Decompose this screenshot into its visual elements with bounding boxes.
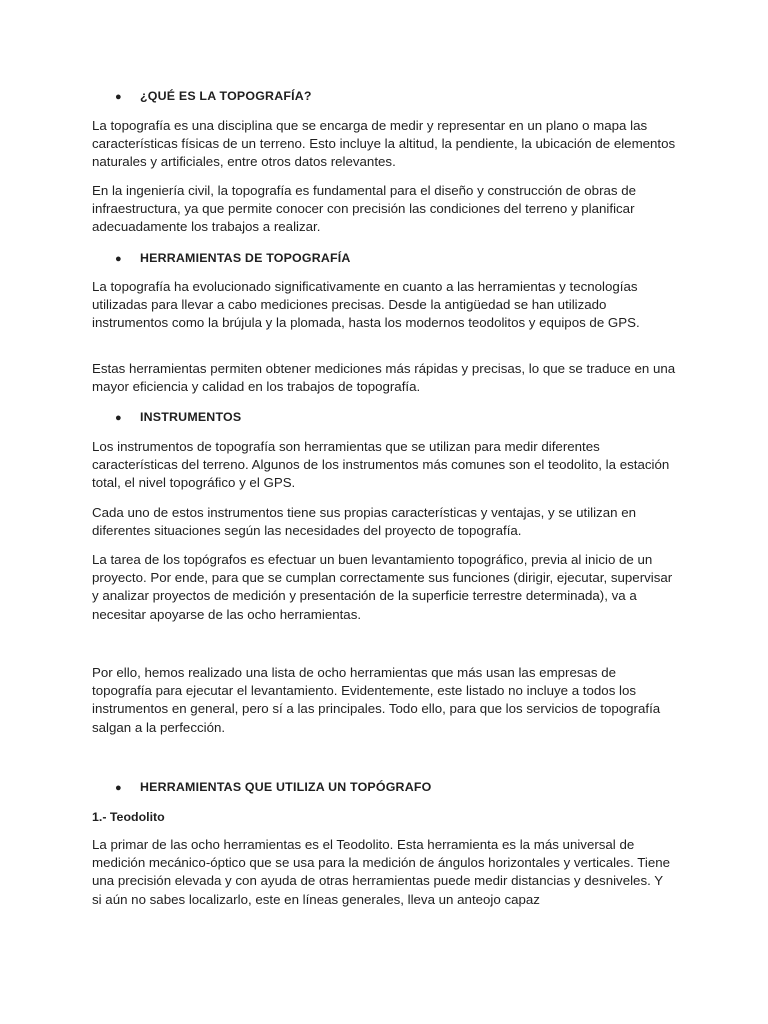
paragraph: La topografía es una disciplina que se encarga de medir y representar en un plano o mapa las características físicas de un terreno. Esto incluye la altitud, la pendiente, la ubicación de elementos naturales y artificiales, entre otros datos relevantes. xyxy=(92,118,676,170)
section-heading: ● ¿QUÉ ES LA TOPOGRAFÍA? xyxy=(115,89,312,103)
paragraph: La topografía ha evolucionado significativamente en cuanto a las herramientas y tecnologías utilizadas para llevar a cabo mediciones precisas. Desde la antigüedad se han utilizado instrumentos como la brújula y la plomada, hasta los modernos teodolitos y equipos de GPS. xyxy=(92,279,640,331)
paragraph: La primar de las ocho herramientas es el Teodolito. Esta herramienta es la más universal de medición mecánico-óptico que se usa para la medición de ángulos horizontales y verticales. Tiene una precisión elevada y con ayuda de otras herramientas puede medir distancias y desniveles. Y si aún no sabes localizarlo, este en líneas generales, lleva un anteojo capaz xyxy=(92,837,670,907)
paragraph: Por ello, hemos realizado una lista de ocho herramientas que más usan las empresas de topografía para ejecutar el levantamiento. Evidentemente, este listado no incluye a todos los instrumentos en general, pero sí a las principales. Todo ello, para que los servicios de topografía salgan a la perfección. xyxy=(92,665,661,735)
bullet-icon: ● xyxy=(115,782,122,794)
section-heading: ● HERRAMIENTAS QUE UTILIZA UN TOPÓGRAFO xyxy=(115,780,432,794)
subheading: 1.- Teodolito xyxy=(92,810,165,824)
paragraph: Estas herramientas permiten obtener mediciones más rápidas y precisas, lo que se traduce en una mayor eficiencia y calidad en los trabajos de topografía. xyxy=(92,361,676,395)
section-heading: ● INSTRUMENTOS xyxy=(115,410,242,424)
bullet-icon: ● xyxy=(115,412,122,424)
section-heading: ● HERRAMIENTAS DE TOPOGRAFÍA xyxy=(115,251,351,265)
bullet-icon: ● xyxy=(115,91,122,103)
paragraph: Cada uno de estos instrumentos tiene sus propias características y ventajas, y se utilizan en diferentes situaciones según las necesidades del proyecto de topografía. xyxy=(92,505,636,539)
paragraph: Los instrumentos de topografía son herramientas que se utilizan para medir diferentes características del terreno. Algunos de los instrumentos más comunes son el teodolito, la estación total, el nivel topográfico y el GPS. xyxy=(92,439,670,491)
paragraph: La tarea de los topógrafos es efectuar un buen levantamiento topográfico, previa al inicio de un proyecto. Por ende, para que se cumplan correctamente sus funciones (dirigir, ejecutar, supervisar y analizar proyectos de medición y presentación de la superficie terrestre determinada), va a necesitar apoyarse de las ocho herramientas. xyxy=(92,552,673,622)
paragraph: En la ingeniería civil, la topografía es fundamental para el diseño y construcción de obras de infraestructura, ya que permite conocer con precisión las condiciones del terreno y planificar adecuadamente los trabajos a realizar. xyxy=(92,183,637,235)
bullet-icon: ● xyxy=(115,253,122,265)
